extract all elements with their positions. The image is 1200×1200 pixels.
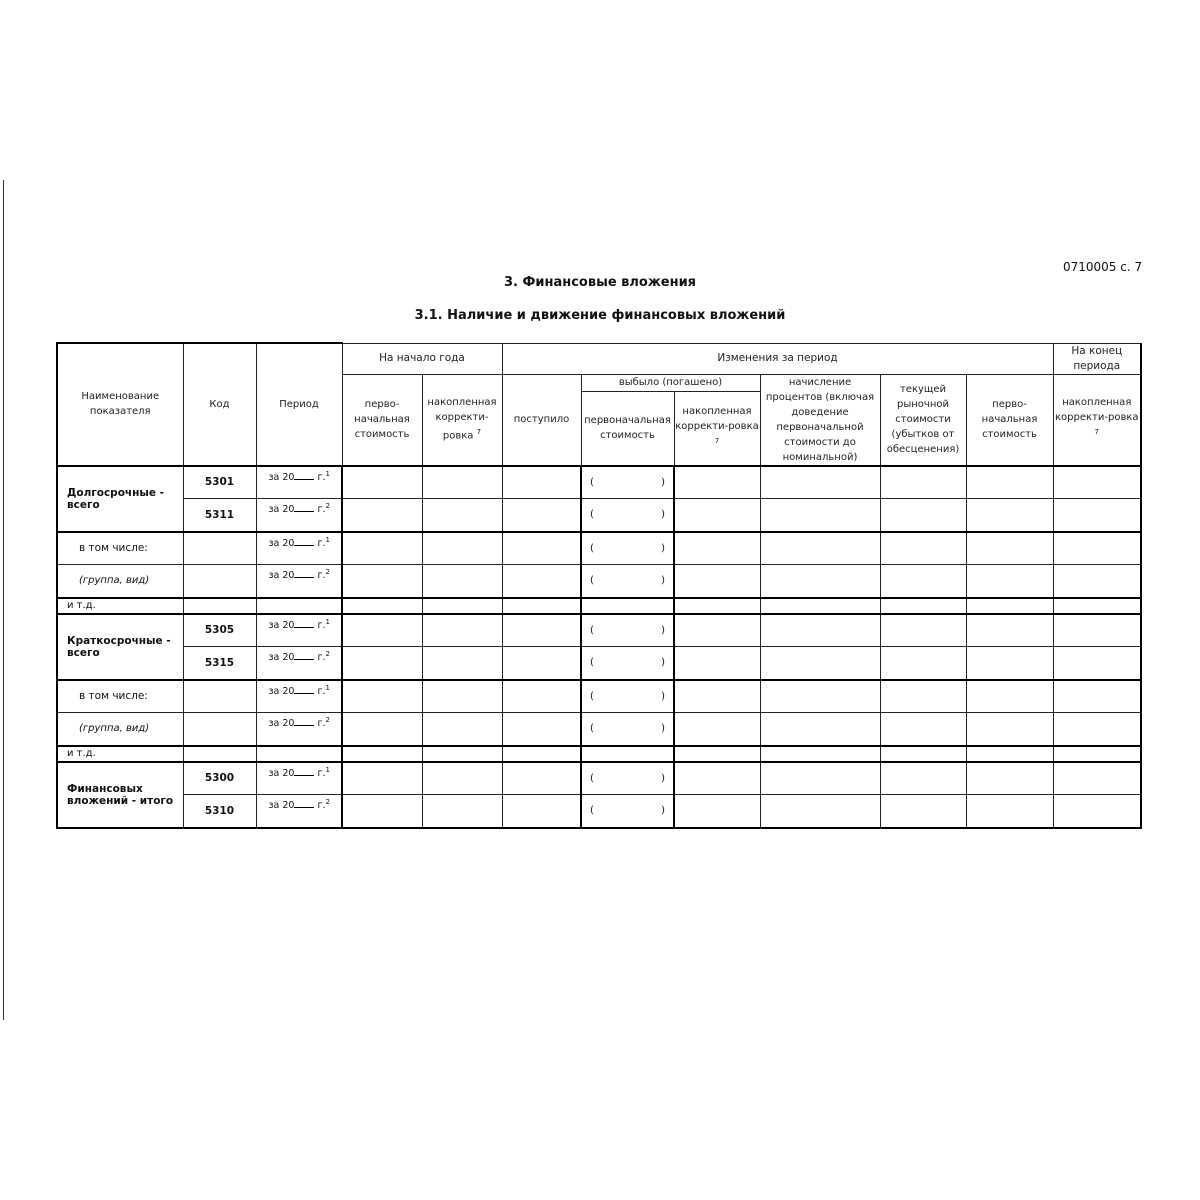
value-cell bbox=[674, 466, 760, 499]
row-label-etc: и т.д. bbox=[57, 746, 183, 762]
row-label-shortterm: Краткосрочные - всего bbox=[57, 614, 183, 680]
value-cell bbox=[760, 680, 880, 713]
form-code: 0710005 с. 7 bbox=[1063, 260, 1143, 274]
value-cell bbox=[880, 647, 966, 680]
value-cell bbox=[502, 647, 581, 680]
value-cell bbox=[760, 795, 880, 828]
value-cell bbox=[422, 762, 502, 795]
retired-value-cell: ( ) bbox=[581, 680, 674, 713]
value-cell bbox=[422, 598, 502, 614]
value-cell bbox=[1053, 598, 1141, 614]
value-cell bbox=[966, 746, 1053, 762]
value-cell bbox=[422, 680, 502, 713]
value-cell bbox=[422, 713, 502, 746]
period-cell: за 20 г.$^1$ bbox=[256, 614, 342, 647]
value-cell bbox=[342, 565, 422, 598]
value-cell bbox=[760, 565, 880, 598]
value-cell bbox=[880, 532, 966, 565]
value-cell bbox=[880, 598, 966, 614]
retired-value-cell: ( ) bbox=[581, 614, 674, 647]
retired-value-cell: ( ) bbox=[581, 532, 674, 565]
period-cell: за 20 г.$^2$ bbox=[256, 713, 342, 746]
value-cell bbox=[674, 713, 760, 746]
code-cell: 5301 bbox=[183, 466, 256, 499]
row-label-etc: и т.д. bbox=[57, 598, 183, 614]
value-cell bbox=[966, 762, 1053, 795]
period-cell: за 20 г.$^2$ bbox=[256, 499, 342, 532]
code-cell bbox=[183, 680, 256, 713]
value-cell bbox=[760, 647, 880, 680]
value-cell bbox=[966, 795, 1053, 828]
financial-investments-table bbox=[56, 342, 1142, 829]
value-cell bbox=[674, 795, 760, 828]
row-label-total: Финансовых вложений - итого bbox=[57, 762, 183, 828]
code-cell: 5311 bbox=[183, 499, 256, 532]
header-period: Период bbox=[256, 343, 342, 466]
value-cell bbox=[760, 762, 880, 795]
header-changes: Изменения за период bbox=[502, 343, 1053, 374]
value-cell bbox=[674, 647, 760, 680]
retired-value-cell: ( ) bbox=[581, 795, 674, 828]
value-cell bbox=[880, 499, 966, 532]
value-cell bbox=[502, 762, 581, 795]
value-cell bbox=[502, 532, 581, 565]
code-cell: 5315 bbox=[183, 647, 256, 680]
header-end-period: На конец периода bbox=[1053, 343, 1141, 374]
value-cell bbox=[342, 795, 422, 828]
period-cell: за 20 г.$^1$ bbox=[256, 466, 342, 499]
value-cell bbox=[966, 466, 1053, 499]
value-cell bbox=[760, 598, 880, 614]
row-label-including: в том числе: bbox=[57, 532, 183, 565]
value-cell bbox=[1053, 647, 1141, 680]
retired-value-cell: ( ) bbox=[581, 647, 674, 680]
value-cell bbox=[342, 614, 422, 647]
value-cell bbox=[422, 795, 502, 828]
period-cell: за 20 г.$^1$ bbox=[256, 762, 342, 795]
value-cell bbox=[760, 746, 880, 762]
section-subtitle: 3.1. Наличие и движение финансовых вложений bbox=[414, 308, 786, 323]
value-cell bbox=[1053, 532, 1141, 565]
header-name: Наименование показателя bbox=[57, 343, 183, 466]
value-cell bbox=[966, 565, 1053, 598]
value-cell bbox=[422, 532, 502, 565]
value-cell bbox=[342, 713, 422, 746]
value-cell bbox=[880, 565, 966, 598]
value-cell bbox=[760, 532, 880, 565]
row-label-longterm: Долгосрочные - всего bbox=[57, 466, 183, 532]
value-cell bbox=[966, 598, 1053, 614]
value-cell bbox=[966, 713, 1053, 746]
value-cell bbox=[1053, 565, 1141, 598]
value-cell bbox=[422, 466, 502, 499]
value-cell bbox=[674, 680, 760, 713]
value-cell bbox=[342, 598, 422, 614]
value-cell bbox=[422, 647, 502, 680]
header-end-orig-cost: перво-начальная стоимость bbox=[966, 374, 1053, 466]
header-code: Код bbox=[183, 343, 256, 466]
header-market-value: текущей рыночной стоимости (убытков от обесценения) bbox=[880, 374, 966, 466]
value-cell bbox=[760, 466, 880, 499]
value-cell bbox=[342, 746, 422, 762]
value-cell bbox=[1053, 499, 1141, 532]
value-cell bbox=[1053, 713, 1141, 746]
value-cell bbox=[1053, 762, 1141, 795]
value-cell bbox=[1053, 680, 1141, 713]
period-cell bbox=[256, 598, 342, 614]
header-retired-orig-cost: первоначальная стоимость bbox=[581, 392, 674, 466]
code-cell: 5305 bbox=[183, 614, 256, 647]
value-cell bbox=[502, 746, 581, 762]
value-cell bbox=[502, 598, 581, 614]
value-cell bbox=[1053, 746, 1141, 762]
value-cell bbox=[502, 614, 581, 647]
retired-value-cell: ( ) bbox=[581, 499, 674, 532]
code-cell: 5310 bbox=[183, 795, 256, 828]
section-title: 3. Финансовые вложения bbox=[503, 275, 697, 290]
header-start-acc-adj: накопленная корректи-ровка $^7$ bbox=[422, 374, 502, 466]
value-cell bbox=[342, 532, 422, 565]
retired-value-cell: ( ) bbox=[581, 713, 674, 746]
value-cell bbox=[502, 499, 581, 532]
period-cell: за 20 г.$^2$ bbox=[256, 565, 342, 598]
value-cell bbox=[342, 466, 422, 499]
value-cell bbox=[880, 466, 966, 499]
header-interest: начисление процентов (включая доведение первоначальной стоимости до номинальной) bbox=[760, 374, 880, 466]
value-cell bbox=[966, 499, 1053, 532]
value-cell bbox=[760, 614, 880, 647]
value-cell bbox=[674, 565, 760, 598]
value-cell bbox=[760, 713, 880, 746]
value-cell bbox=[502, 565, 581, 598]
value-cell bbox=[966, 647, 1053, 680]
value-cell bbox=[880, 762, 966, 795]
value-cell bbox=[422, 499, 502, 532]
retired-value-cell: ( ) bbox=[581, 762, 674, 795]
retired-value-cell: ( ) bbox=[581, 466, 674, 499]
value-cell bbox=[502, 680, 581, 713]
value-cell bbox=[422, 746, 502, 762]
value-cell bbox=[1053, 795, 1141, 828]
header-received: поступило bbox=[502, 374, 581, 466]
value-cell bbox=[880, 680, 966, 713]
value-cell bbox=[880, 746, 966, 762]
value-cell bbox=[880, 713, 966, 746]
period-cell: за 20 г.$^2$ bbox=[256, 647, 342, 680]
value-cell bbox=[342, 762, 422, 795]
value-cell bbox=[502, 713, 581, 746]
code-cell bbox=[183, 713, 256, 746]
value-cell bbox=[674, 746, 760, 762]
header-start-orig-cost: перво-начальная стоимость bbox=[342, 374, 422, 466]
value-cell bbox=[674, 598, 760, 614]
period-cell: за 20 г.$^1$ bbox=[256, 680, 342, 713]
code-cell bbox=[183, 598, 256, 614]
value-cell bbox=[966, 532, 1053, 565]
value-cell bbox=[674, 762, 760, 795]
code-cell bbox=[183, 746, 256, 762]
header-start-year: На начало года bbox=[342, 343, 502, 374]
value-cell bbox=[1053, 614, 1141, 647]
header-retired: выбыло (погашено) bbox=[581, 374, 760, 392]
value-cell bbox=[880, 795, 966, 828]
header-retired-acc-adj: накопленная корректи-ровка $^7$ bbox=[674, 392, 760, 466]
value-cell bbox=[674, 614, 760, 647]
code-cell: 5300 bbox=[183, 762, 256, 795]
row-label-group-kind: (группа, вид) bbox=[57, 565, 183, 598]
value-cell bbox=[342, 647, 422, 680]
value-cell bbox=[581, 598, 674, 614]
value-cell bbox=[342, 680, 422, 713]
value-cell bbox=[966, 614, 1053, 647]
value-cell bbox=[342, 499, 422, 532]
value-cell bbox=[422, 565, 502, 598]
period-cell bbox=[256, 746, 342, 762]
value-cell bbox=[502, 466, 581, 499]
value-cell bbox=[880, 614, 966, 647]
row-label-group-kind: (группа, вид) bbox=[57, 713, 183, 746]
value-cell bbox=[760, 499, 880, 532]
period-cell: за 20 г.$^2$ bbox=[256, 795, 342, 828]
retired-value-cell: ( ) bbox=[581, 565, 674, 598]
code-cell bbox=[183, 532, 256, 565]
value-cell bbox=[1053, 466, 1141, 499]
value-cell bbox=[674, 532, 760, 565]
period-cell: за 20 г.$^1$ bbox=[256, 532, 342, 565]
code-cell bbox=[183, 565, 256, 598]
row-label-including: в том числе: bbox=[57, 680, 183, 713]
value-cell bbox=[674, 499, 760, 532]
value-cell bbox=[422, 614, 502, 647]
value-cell bbox=[966, 680, 1053, 713]
value-cell bbox=[502, 795, 581, 828]
page-edge-rule bbox=[3, 180, 4, 1020]
value-cell bbox=[581, 746, 674, 762]
header-end-acc-adj: накопленная корректи-ровка $^7$ bbox=[1053, 374, 1141, 466]
